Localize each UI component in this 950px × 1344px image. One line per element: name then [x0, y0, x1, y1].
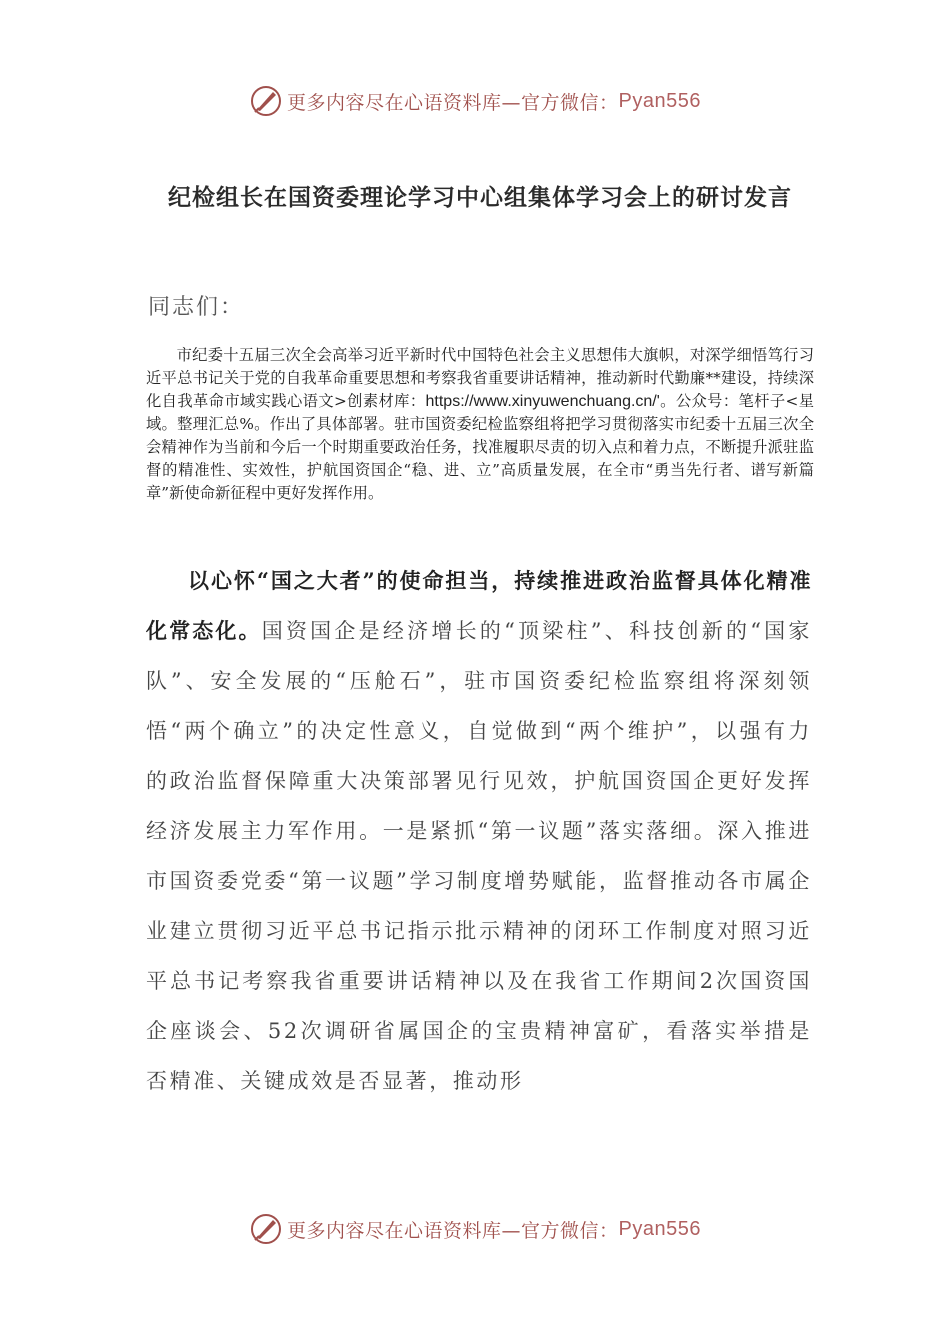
section-heading: 以心怀“国之大者”的使命担当，持续推进政治监督具体化精准化常态化。: [146, 568, 812, 643]
banner-text: 更多内容尽在心语资料库—官方微信：: [287, 91, 619, 114]
section-paragraph: [146, 556, 812, 1106]
quill-logo-icon: [249, 84, 283, 118]
salutation: 同志们：: [148, 295, 245, 320]
section-body: 国资国企是经济增长的“顶梁柱”、科技创新的“国家队”、安全发展的“压舱石”，驻市国资委纪检监察组将深刻领悟“两个确立”的决定性意义，自觉做到“两个维护”，以强有力的政治监督保障重大决策部署见行见效，护航国资国企更好发挥经济发展主力军作用。一是紧抓“第一议题”落实落细。深入推进市国资委党委“第一议题”学习制度增势赋能，监督推动各市属企业建立贯彻习近平总书记指示批示精神的闭环工作制度对照习近平总书记考察我省重要讲话精神以及在我省工作期间2次国资国企座谈会、52次调研省属国企的宝贵精神富矿，看落实举措是否精准、关键成效是否显著，推动形: [146, 619, 813, 1093]
banner-text: 更多内容尽在心语资料库—官方微信：: [287, 1219, 619, 1242]
document-title: 纪检组长在国资委理论学习中心组集体学习会上的研讨发言: [168, 185, 792, 211]
intro-text-before-url: 市纪委十五届三次全会高举习近平新时代中国特色社会主义思想伟大旗帜，对深学细悟笃行习近平总书记关于党的自我革命重要思想和考察我省重要讲话精神，推动新时代勤廉**建设，持续深化自我革命市域实践心语文>创素材库：: [146, 346, 814, 410]
banner-account: Pyan556: [618, 1217, 701, 1240]
intro-paragraph: [146, 344, 814, 505]
watermark-banner-bottom: [0, 1212, 950, 1246]
banner-account: Pyan556: [618, 89, 701, 112]
intro-url: https://www.xinyuwenchuang.cn/': [425, 393, 660, 410]
watermark-banner-top: [0, 84, 950, 118]
intro-text-after-url: 。公众号：笔杆子<星域。整理汇总%。作出了具体部署。驻市国资委纪检监察组将把学习贯彻落实市纪委十五届三次全会精神作为当前和今后一个时期重要政治任务，找准履职尽责的切入点和着力点，不断提升派驻监督的精准性、实效性，护航国资国企“稳、进、立”高质量发展，在全市“勇当先行者、谱写新篇章”新使命新征程中更好发挥作用。: [146, 392, 814, 502]
quill-logo-icon: [249, 1212, 283, 1246]
